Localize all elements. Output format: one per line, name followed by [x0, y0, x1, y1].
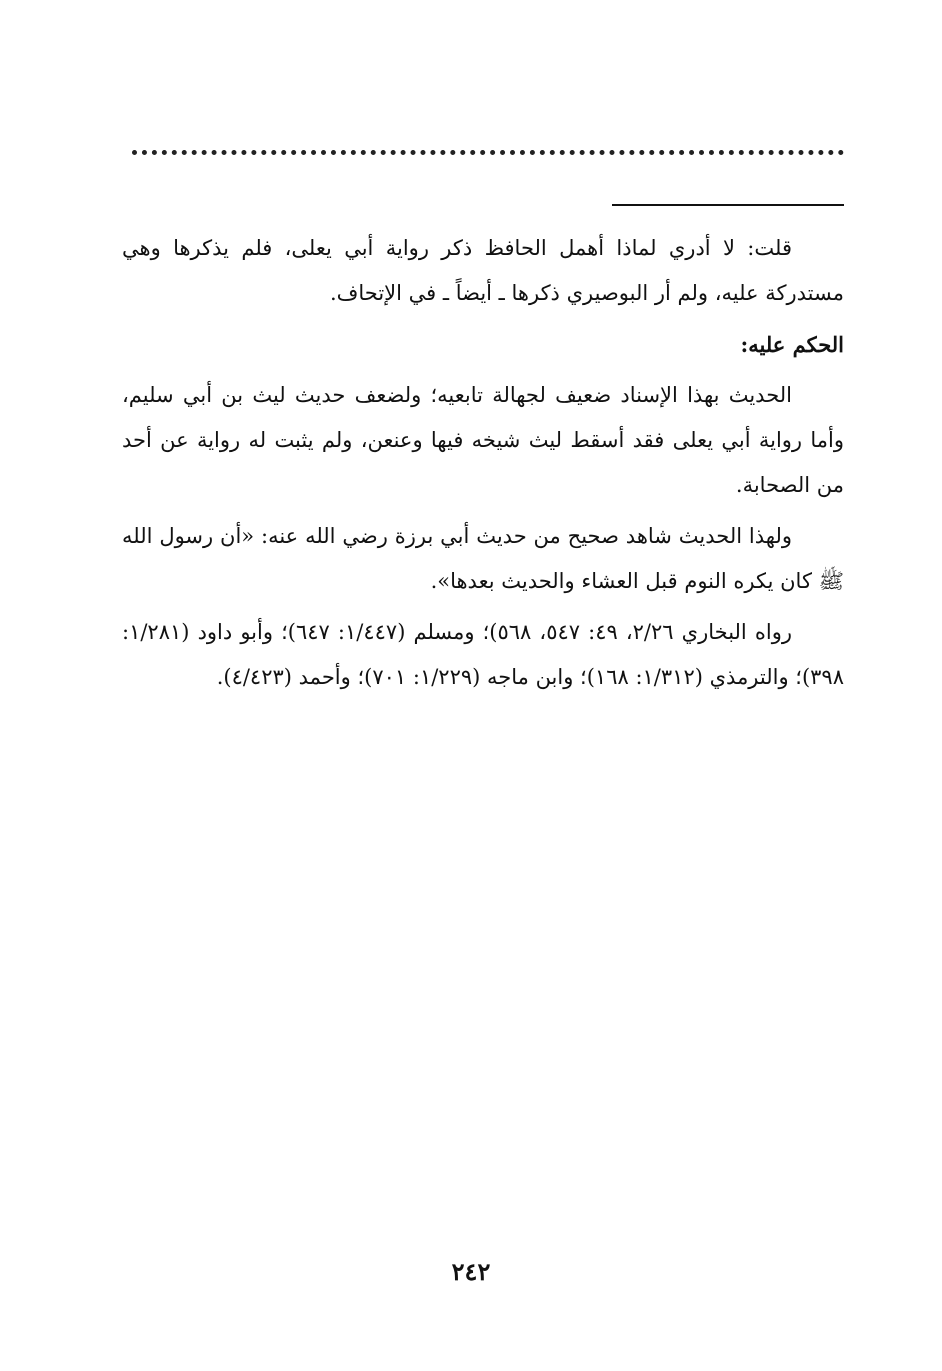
dotted-separator	[132, 150, 844, 155]
note-paragraph: قلت: لا أدري لماذا أهمل الحافظ ذكر رواية أبي يعلى، فلم يذكرها وهي مستدركة عليه، ولم أر البوصيري ذكرها ـ أيضاً ـ في الإتحاف.	[122, 236, 844, 305]
footnote-rule	[612, 204, 844, 206]
page-number: ٢٤٢	[451, 1257, 491, 1286]
page-body	[122, 226, 844, 706]
ruling-heading: الحكم عليه:	[740, 332, 844, 357]
references-paragraph: رواه البخاري ٢/٢٦، ٤٩: ٥٤٧، ٥٦٨)؛ ومسلم (١/٤٤٧: ٦٤٧)؛ وأبو داود (١/٢٨١: ٣٩٨)؛ والترمذي (١/٣١٢: ١٦٨)؛ وابن ماجه (١/٢٢٩: ٧٠١)؛ وأحمد (٤/٤٢٣).	[122, 620, 844, 689]
witness-paragraph: ولهذا الحديث شاهد صحيح من حديث أبي برزة رضي الله عنه: «أن رسول الله ﷺ كان يكره النوم قبل العشاء والحديث بعدها».	[122, 524, 844, 593]
ruling-paragraph: الحديث بهذا الإسناد ضعيف لجهالة تابعيه؛ ولضعف حديث ليث بن أبي سليم، وأما رواية أبي يعلى فقد أسقط ليث شيخه فيها وعنعن، ولم يثبت له رواية عن أحد من الصحابة.	[122, 383, 844, 497]
